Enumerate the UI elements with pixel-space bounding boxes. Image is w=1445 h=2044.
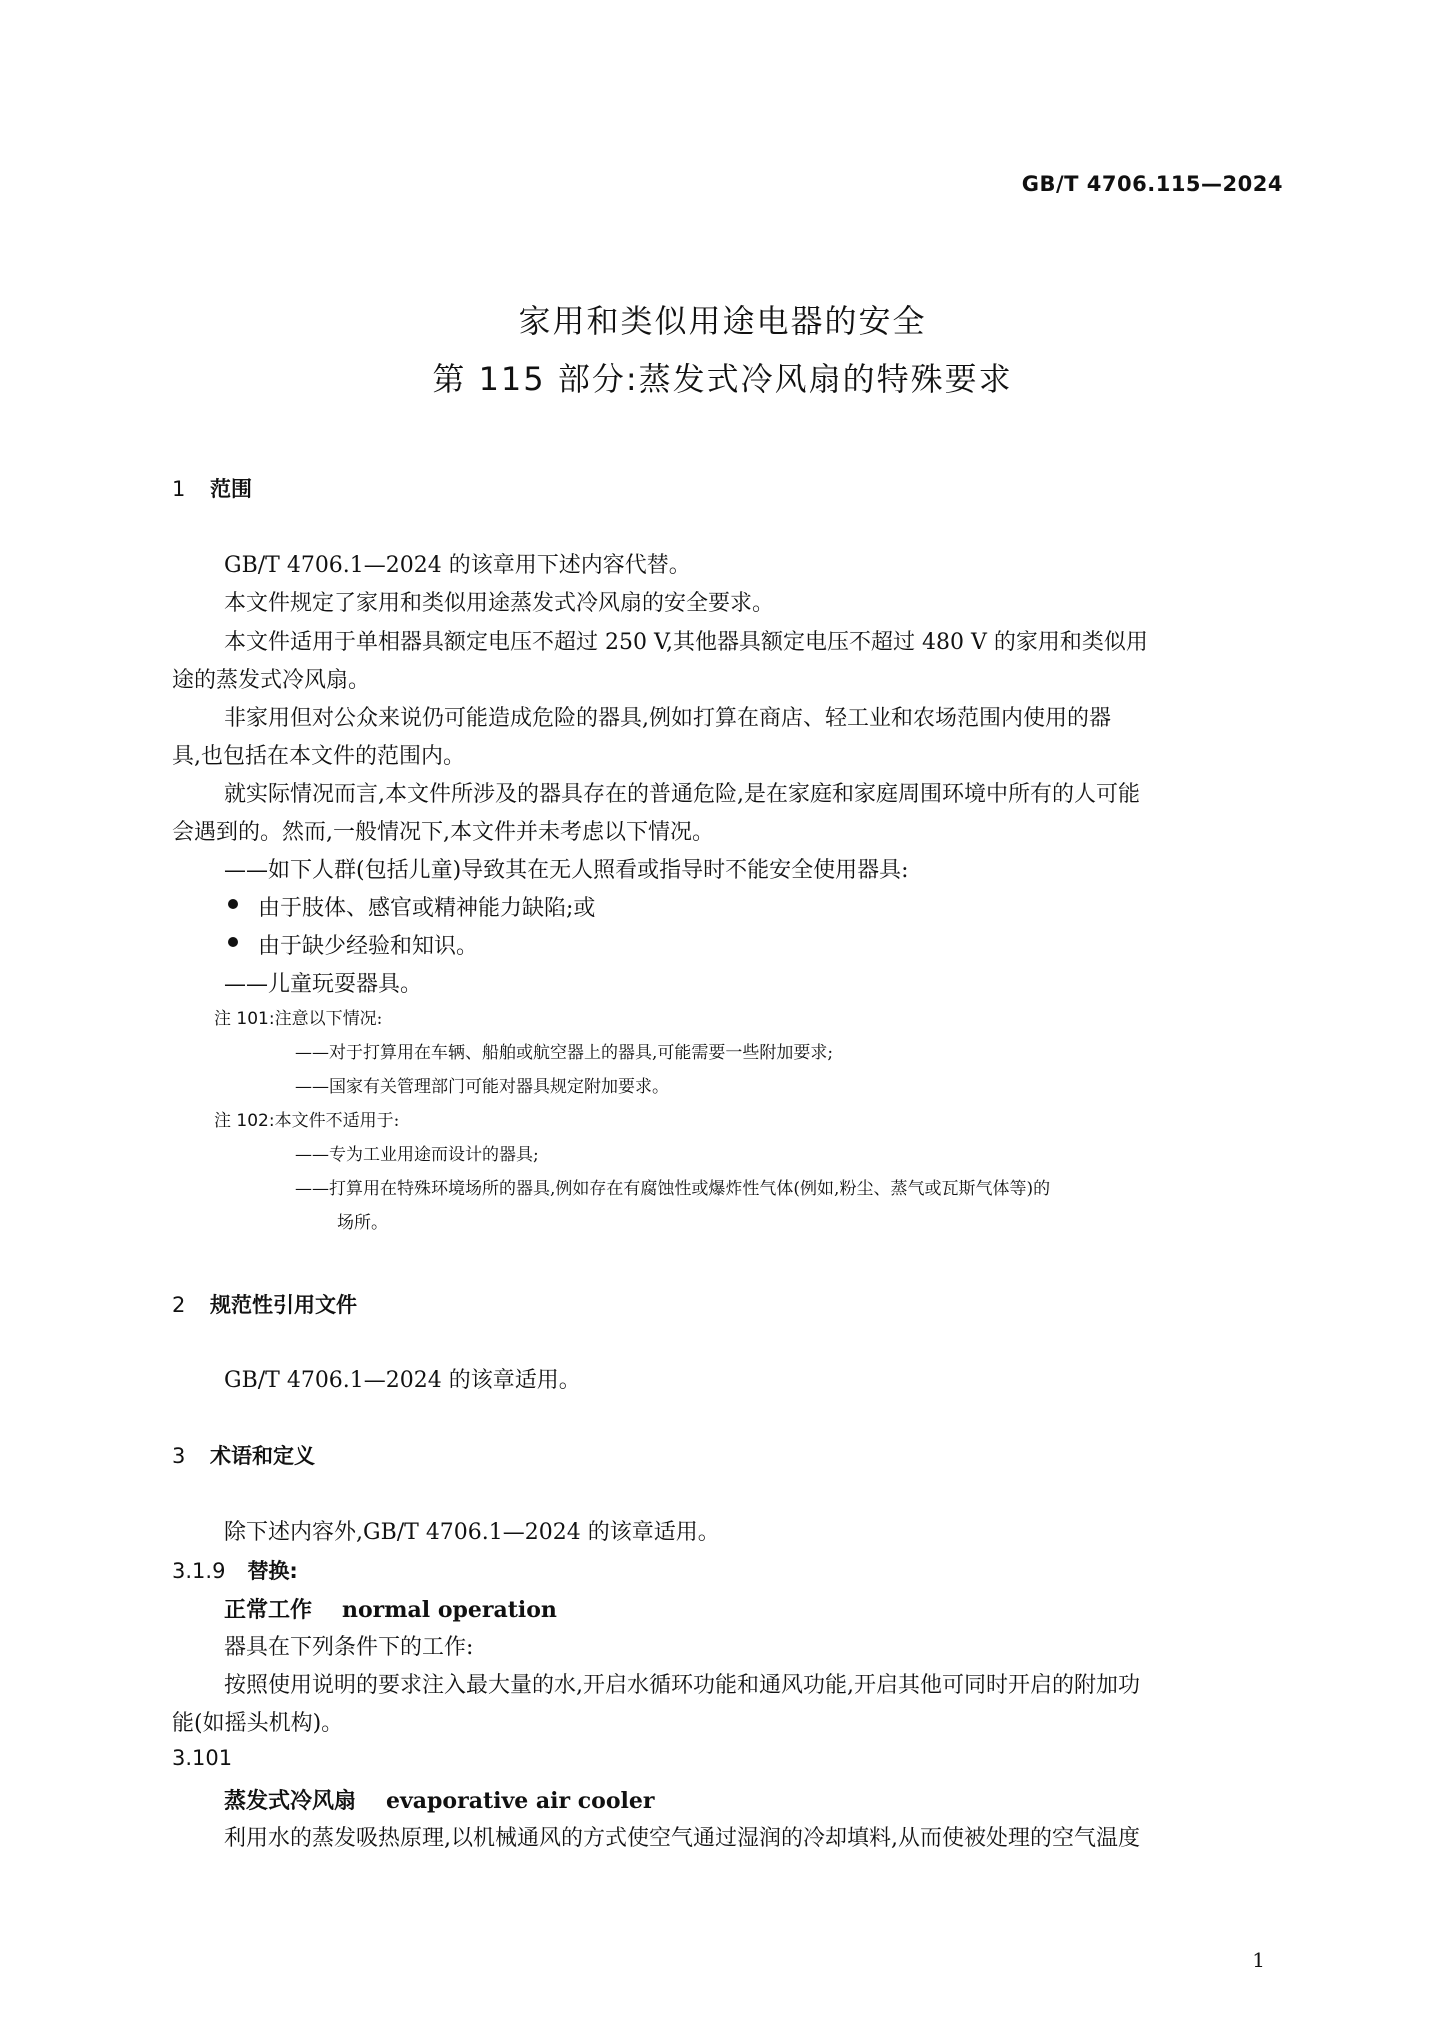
page-number: 1 [1252, 1948, 1265, 1972]
note-text: 本文件不适用于: [274, 1111, 400, 1131]
document-title-line-1: 家用和类似用途电器的安全 [518, 302, 927, 340]
paragraph: 本文件规定了家用和类似用途蒸发式冷风扇的安全要求。 [224, 591, 775, 616]
subclause-label: 替换: [247, 1559, 298, 1583]
section-number: 1 [172, 477, 186, 501]
note-item: ——打算用在特殊环境场所的器具,例如存在有腐蚀性或爆炸性气体(例如,粉尘、蒸气或瓦斯气体等)的 [295, 1179, 1051, 1199]
dash-list-item: ——儿童玩耍器具。 [224, 972, 423, 997]
paragraph: GB/T 4706.1—2024 的该章用下述内容代替。 [224, 553, 691, 578]
note-text: 注意以下情况: [274, 1009, 383, 1029]
dash-list-item: ——如下人群(包括儿童)导致其在无人照看或指导时不能安全使用器具: [224, 858, 909, 883]
definition-line: 按照使用说明的要求注入最大量的水,开启水循环功能和通风功能,开启其他可同时开启的附加功 [224, 1673, 1140, 1698]
subclause-3-1-9 [172, 1555, 298, 1585]
section-2-heading [172, 1289, 357, 1319]
section-title: 规范性引用文件 [210, 1293, 357, 1317]
subclause-3-101 [172, 1746, 232, 1770]
term-english: normal operation [342, 1597, 557, 1623]
section-title: 术语和定义 [210, 1444, 315, 1468]
paragraph: 除下述内容外,GB/T 4706.1—2024 的该章适用。 [224, 1520, 720, 1545]
paragraph-line: 非家用但对公众来说仍可能造成危险的器具,例如打算在商店、轻工业和农场范围内使用的器 [224, 706, 1111, 731]
term-entry [224, 1784, 654, 1815]
note-label: 注 102: [214, 1111, 275, 1131]
standard-number: GB/T 4706.115—2024 [1021, 172, 1283, 196]
section-number: 3 [172, 1444, 186, 1468]
section-number: 2 [172, 1293, 186, 1317]
note-item: ——国家有关管理部门可能对器具规定附加要求。 [295, 1077, 669, 1097]
paragraph-line: 途的蒸发式冷风扇。 [172, 668, 371, 693]
paragraph-line: 本文件适用于单相器具额定电压不超过 250 V,其他器具额定电压不超过 480 V 的家用和类似用 [224, 630, 1148, 655]
paragraph-line: 就实际情况而言,本文件所涉及的器具存在的普通危险,是在家庭和家庭周围环境中所有的人可能 [224, 782, 1140, 807]
paragraph-line: 会遇到的。然而,一般情况下,本文件并未考虑以下情况。 [172, 820, 714, 845]
definition-line: 能(如摇头机构)。 [172, 1711, 344, 1736]
section-1-heading [172, 473, 252, 503]
term-chinese: 正常工作 [224, 1598, 313, 1623]
note-101 [214, 1003, 382, 1036]
document-title-line-2: 第 115 部分:蒸发式冷风扇的特殊要求 [432, 360, 1013, 398]
note-item-continuation: 场所。 [337, 1213, 388, 1233]
note-102 [214, 1105, 399, 1138]
paragraph-line: 具,也包括在本文件的范围内。 [172, 744, 465, 769]
section-3-heading [172, 1440, 315, 1470]
note-item: ——对于打算用在车辆、船舶或航空器上的器具,可能需要一些附加要求; [295, 1043, 834, 1063]
bullet-list-item [258, 891, 595, 922]
bullet-list-item [258, 929, 478, 960]
subclause-number: 3.101 [172, 1746, 233, 1770]
definition-line: 利用水的蒸发吸热原理,以机械通风的方式使空气通过湿润的冷却填料,从而使被处理的空气温度 [224, 1826, 1140, 1851]
subclause-number: 3.1.9 [172, 1559, 226, 1583]
bullet-text: 由于缺少经验和知识。 [258, 934, 479, 959]
term-entry [224, 1593, 557, 1624]
note-label: 注 101: [214, 1009, 275, 1029]
bullet-icon [228, 937, 238, 947]
definition-line: 器具在下列条件下的工作: [224, 1635, 474, 1660]
term-chinese: 蒸发式冷风扇 [224, 1789, 357, 1814]
paragraph: GB/T 4706.1—2024 的该章适用。 [224, 1368, 581, 1393]
term-english: evaporative air cooler [386, 1788, 655, 1814]
note-item: ——专为工业用途而设计的器具; [295, 1145, 539, 1165]
section-title: 范围 [210, 477, 252, 501]
bullet-icon [228, 899, 238, 909]
bullet-text: 由于肢体、感官或精神能力缺陷;或 [258, 896, 596, 921]
